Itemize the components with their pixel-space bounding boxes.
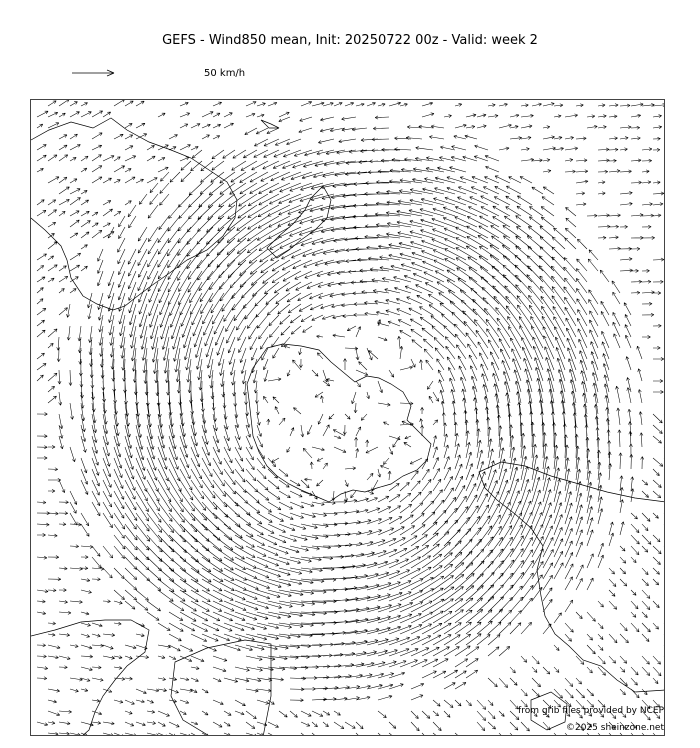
- credit-copyright: ©2025 sheinzone.net: [565, 723, 664, 733]
- wind-map-canvas: [31, 100, 665, 736]
- reference-arrow-icon: [70, 66, 118, 80]
- credit-source: from grib files provided by NCEP: [518, 706, 664, 716]
- antarctic-peninsula-coastline: [267, 186, 331, 258]
- madagascar-coastline: [171, 640, 271, 736]
- reference-arrow-label: 50 km/h: [204, 68, 246, 79]
- wind-arrows-layer: [37, 100, 665, 736]
- small-island-coastline: [261, 120, 279, 128]
- wind-vector-arrows: [37, 100, 665, 736]
- wind-map: [30, 99, 665, 736]
- page-title: GEFS - Wind850 mean, Init: 20250722 00z - Valid: week 2: [162, 33, 538, 48]
